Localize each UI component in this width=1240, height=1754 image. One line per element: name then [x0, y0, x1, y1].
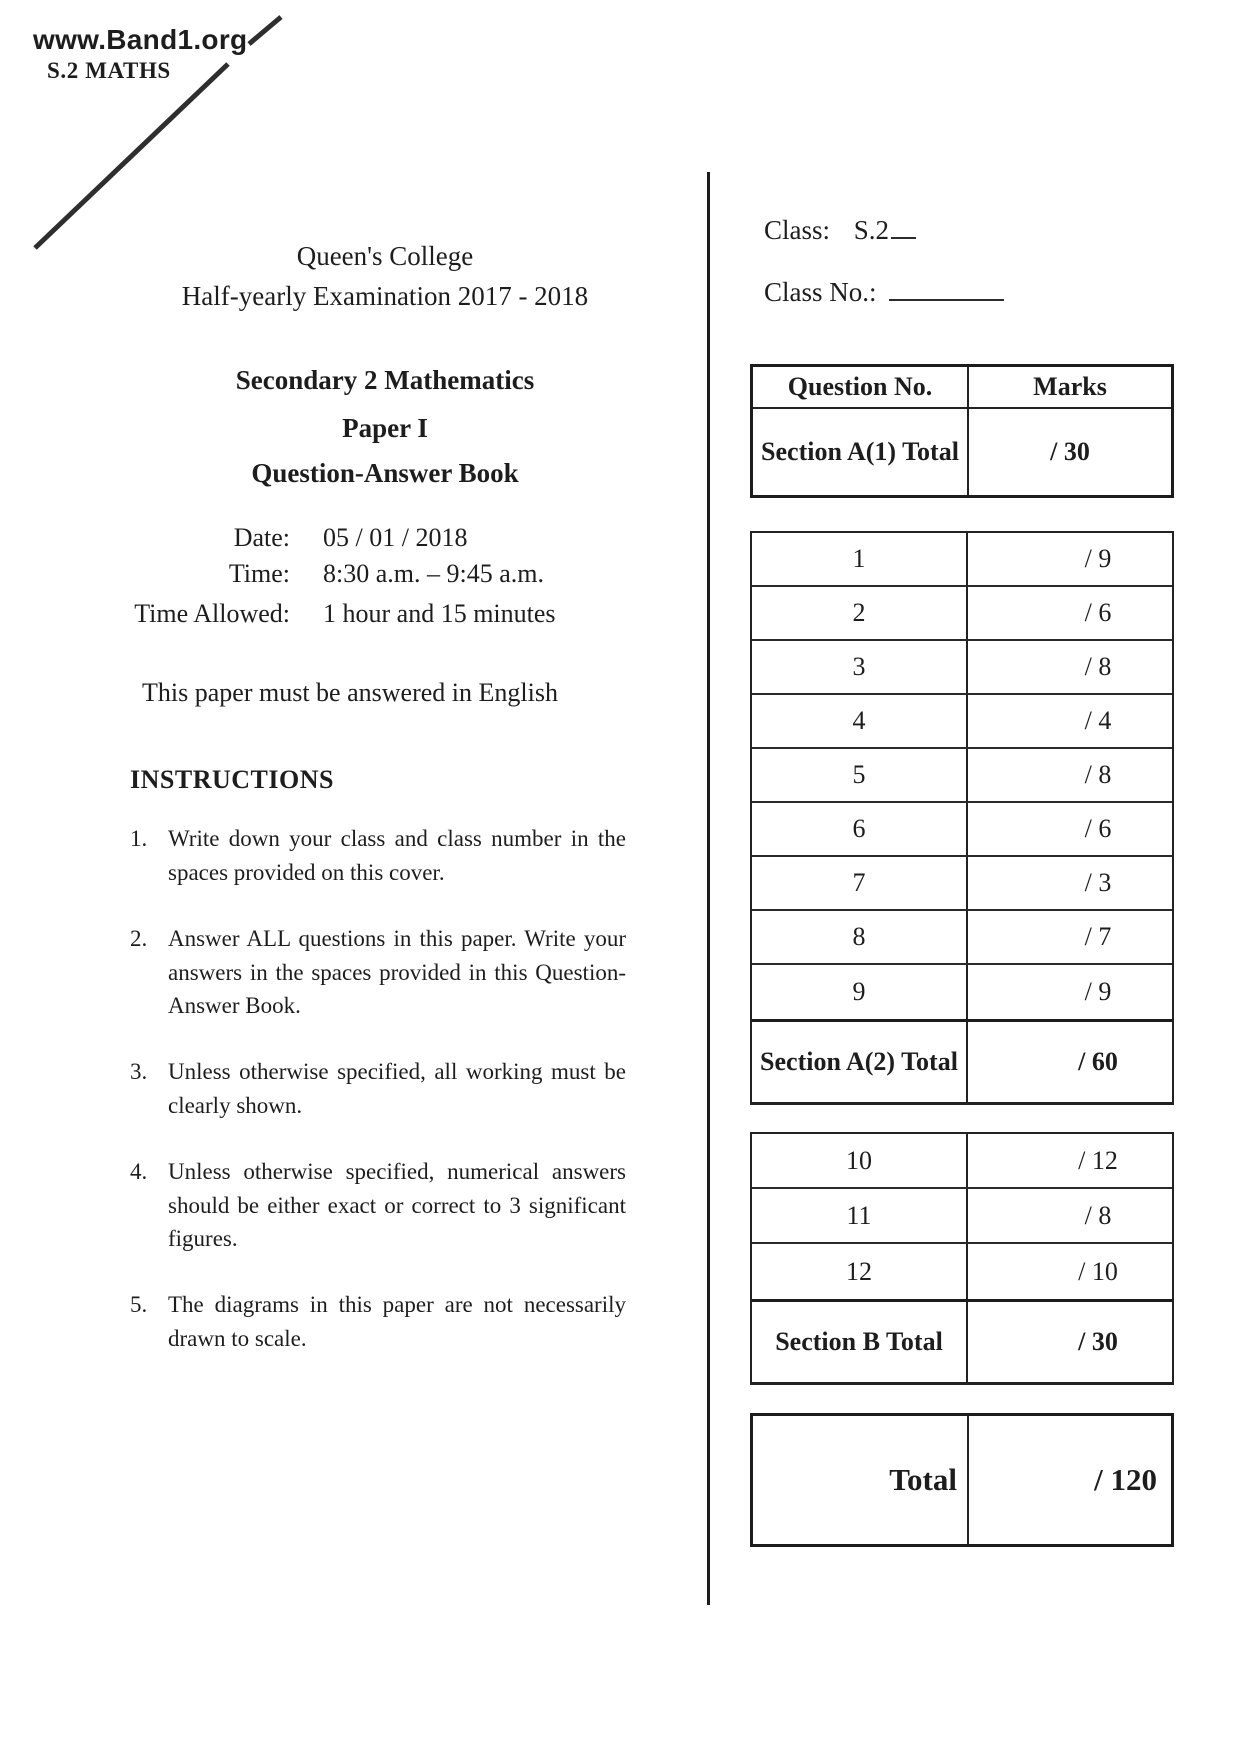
- instruction-line: Unless otherwise specified, numerical answers: [168, 1159, 626, 1184]
- diagonal-strike-line: [0, 0, 300, 260]
- question-row-2: [752, 587, 1172, 641]
- time-allowed-value: 1 hour and 15 minutes: [323, 599, 556, 628]
- section-b-marks: / 30: [1078, 1327, 1118, 1356]
- total-marks: / 120: [1094, 1462, 1157, 1497]
- question-marks: / 3: [1084, 868, 1112, 897]
- subject-title: Secondary 2 Mathematics: [235, 365, 535, 395]
- question-marks: / 8: [1084, 1200, 1112, 1230]
- question-marks: / 6: [1084, 598, 1112, 627]
- question-no: 3: [752, 641, 968, 693]
- question-no: 10: [752, 1134, 968, 1187]
- time-allowed-label: Time Allowed:: [134, 599, 290, 628]
- instruction-text: [168, 1288, 626, 1355]
- instruction-number: 2.: [130, 926, 148, 951]
- class-value: S.2: [853, 215, 890, 245]
- marks-table-a2: [750, 531, 1174, 1105]
- instruction-number: 1.: [130, 826, 148, 851]
- time-label: Time:: [228, 559, 290, 588]
- instruction-line: Unless otherwise specified, all working must be: [168, 1059, 626, 1084]
- class-no-blank-line: [889, 297, 1004, 301]
- section-a1-label: Section A(1) Total: [753, 409, 969, 495]
- question-row-12: [752, 1244, 1172, 1299]
- instruction-line: clearly shown.: [168, 1092, 303, 1118]
- section-b-total-row: [752, 1299, 1172, 1382]
- question-no: 6: [752, 803, 968, 855]
- instruction-line: The diagrams in this paper are not necessarily: [168, 1292, 626, 1317]
- instruction-text: [168, 1055, 626, 1122]
- question-no: 11: [752, 1189, 968, 1242]
- date-row: [100, 521, 640, 555]
- question-no: 8: [752, 911, 968, 963]
- instruction-line: should be either exact or correct to 3 significant: [168, 1192, 626, 1218]
- instruction-line: Answer Book.: [168, 993, 301, 1018]
- question-row-3: [752, 641, 1172, 695]
- instruction-item-3: [130, 1055, 626, 1122]
- class-no-field: [764, 277, 1004, 308]
- instruction-line: Answer ALL questions in this paper. Write your: [168, 926, 626, 951]
- question-row-1: [752, 533, 1172, 587]
- question-marks: / 7: [1084, 922, 1112, 951]
- question-row-9: [752, 965, 1172, 1019]
- exam-title: Half-yearly Examination 2017 - 2018: [181, 281, 589, 311]
- total-row: [753, 1416, 1171, 1544]
- time-row: [100, 557, 640, 591]
- marks-table-b: [750, 1132, 1174, 1385]
- question-no: 2: [752, 587, 968, 639]
- column-divider-line: [707, 172, 710, 1605]
- class-label: Class:: [764, 215, 831, 245]
- question-no: 12: [752, 1244, 968, 1299]
- question-marks: / 8: [1084, 652, 1112, 681]
- instructions-heading: INSTRUCTIONS: [130, 765, 334, 794]
- book-title: Question-Answer Book: [251, 458, 519, 488]
- question-marks: / 9: [1084, 544, 1112, 573]
- instruction-line: answers in the spaces provided in this Question-: [168, 959, 626, 985]
- class-no-label: Class No.:: [764, 277, 877, 307]
- question-row-8: [752, 911, 1172, 965]
- instruction-number: 4.: [130, 1159, 148, 1184]
- marks-table-header-row: [753, 367, 1171, 409]
- question-marks: / 8: [1084, 760, 1112, 789]
- question-no: 1: [752, 533, 968, 585]
- date-label: Date:: [233, 523, 290, 552]
- instruction-text: [168, 922, 626, 1023]
- instruction-number: 3.: [130, 1059, 148, 1084]
- paper-title: Paper I: [342, 413, 428, 443]
- question-marks: / 9: [1084, 977, 1112, 1006]
- subject-tag: S.2 MATHS: [47, 58, 171, 83]
- time-allowed-row: [100, 597, 640, 631]
- question-no: 4: [752, 695, 968, 747]
- question-row-11: [752, 1189, 1172, 1244]
- instruction-item-4: [130, 1155, 626, 1256]
- class-blank-line: [891, 235, 916, 239]
- question-row-7: [752, 857, 1172, 911]
- instruction-item-5: [130, 1288, 626, 1355]
- section-a2-total-row: [752, 1019, 1172, 1102]
- question-no: 5: [752, 749, 968, 801]
- question-row-10: [752, 1134, 1172, 1189]
- date-value: 05 / 01 / 2018: [323, 523, 468, 552]
- instruction-line: figures.: [168, 1226, 238, 1251]
- section-b-label: Section B Total: [752, 1302, 968, 1382]
- question-row-6: [752, 803, 1172, 857]
- question-marks: / 6: [1084, 814, 1112, 843]
- instruction-line: spaces provided on this cover.: [168, 859, 445, 885]
- marks-table-a1: [750, 364, 1174, 498]
- question-row-4: [752, 695, 1172, 749]
- class-field: [764, 215, 916, 246]
- school-name: Queen's College: [296, 241, 474, 271]
- section-a2-marks: / 60: [1078, 1047, 1118, 1076]
- instruction-item-1: [130, 822, 626, 889]
- question-marks: / 10: [1078, 1256, 1118, 1286]
- marks-header: Marks: [1033, 372, 1107, 401]
- question-marks: / 4: [1084, 706, 1112, 735]
- total-table: [750, 1413, 1174, 1547]
- instruction-item-2: [130, 922, 626, 1023]
- time-value: 8:30 a.m. – 9:45 a.m.: [323, 559, 544, 588]
- instruction-text: [168, 1155, 626, 1256]
- question-no: 7: [752, 857, 968, 909]
- question-no: 9: [752, 965, 968, 1019]
- section-a1-total-row: [753, 409, 1171, 495]
- instruction-line: drawn to scale.: [168, 1325, 307, 1351]
- instruction-text: [168, 822, 626, 889]
- language-notice: This paper must be answered in English: [142, 678, 558, 707]
- section-a2-label: Section A(2) Total: [752, 1022, 968, 1102]
- total-label: Total: [753, 1416, 969, 1544]
- section-a1-marks: / 30: [1050, 437, 1090, 466]
- instruction-number: 5.: [130, 1292, 148, 1317]
- instruction-line: Write down your class and class number in the: [168, 826, 626, 851]
- question-marks: / 12: [1078, 1145, 1118, 1175]
- watermark-text: www.Band1.org: [33, 24, 248, 55]
- question-row-5: [752, 749, 1172, 803]
- question-no-header: Question No.: [753, 367, 969, 407]
